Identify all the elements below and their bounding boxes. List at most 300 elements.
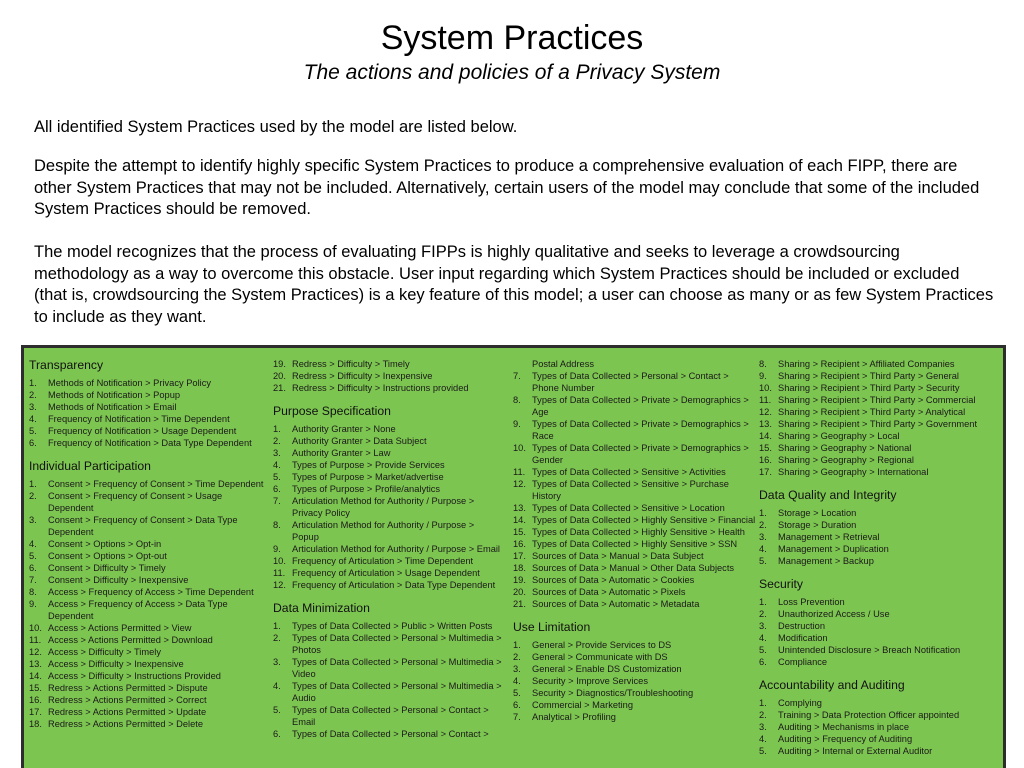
list-item	[273, 555, 503, 567]
list-item	[29, 634, 269, 646]
list-item-text: Redress > Actions Permitted > Update	[48, 707, 207, 717]
list-item	[759, 454, 1004, 466]
list-item-text: Types of Data Collected > Highly Sensitive > SSN	[532, 539, 738, 549]
list-item-number: 1.	[273, 621, 281, 631]
list-item-text: Loss Prevention	[778, 597, 845, 607]
list-item-number: 6.	[29, 563, 37, 573]
list-item	[29, 377, 269, 389]
use-limitation-list	[513, 639, 758, 723]
list-item	[513, 514, 758, 526]
list-item-number: 4.	[759, 544, 767, 554]
section-heading-data-minimization: Data Minimization	[273, 601, 370, 615]
list-item-number: 13.	[29, 659, 42, 669]
list-item-number: 3.	[29, 402, 37, 412]
list-item	[513, 478, 758, 502]
list-item-text: Methods of Notification > Popup	[48, 390, 181, 400]
list-item-text: Types of Purpose > Profile/analytics	[292, 484, 441, 494]
list-item-text: Articulation Method for Authority / Purpose > Popup	[292, 520, 475, 542]
list-item-number: 15.	[29, 683, 42, 693]
section-heading-individual-participation: Individual Participation	[29, 459, 151, 473]
list-item	[759, 644, 1004, 656]
list-item	[29, 646, 269, 658]
list-item-number: 12.	[273, 580, 286, 590]
list-item-text: Types of Data Collected > Public > Written Posts	[292, 621, 493, 631]
list-item-number: 5.	[29, 426, 37, 436]
list-item-number: 7.	[513, 712, 521, 722]
list-item	[273, 495, 503, 519]
list-item	[29, 550, 269, 562]
list-item-text: Authority Granter > Data Subject	[292, 436, 427, 446]
list-item-text: Destruction	[778, 621, 826, 631]
list-item-text: Management > Backup	[778, 556, 874, 566]
list-item	[513, 418, 758, 442]
list-item-number: 7.	[513, 371, 521, 381]
list-item	[29, 706, 269, 718]
list-item-number: 19.	[513, 575, 526, 585]
list-item-number: 11.	[513, 467, 526, 477]
list-item-number: 10.	[29, 623, 42, 633]
list-item-text: Security > Improve Services	[532, 676, 648, 686]
list-item	[759, 531, 1004, 543]
list-item	[29, 670, 269, 682]
list-item	[29, 490, 269, 514]
use-limitation-list-cont	[759, 358, 1004, 478]
list-item-number: 8.	[513, 395, 521, 405]
list-item	[29, 694, 269, 706]
list-item-number: 5.	[759, 645, 767, 655]
list-item	[273, 656, 503, 680]
list-item-number: 8.	[29, 587, 37, 597]
section-heading-accountability: Accountability and Auditing	[759, 678, 905, 692]
list-item	[273, 358, 503, 370]
list-item-text: Frequency of Articulation > Time Dependent	[292, 556, 474, 566]
list-item-number: 13.	[513, 503, 526, 513]
list-item	[29, 401, 269, 413]
list-item-text: Sharing > Geography > International	[778, 467, 929, 477]
list-item	[273, 704, 503, 728]
list-item-text: Compliance	[778, 657, 828, 667]
list-item-number: 6.	[29, 438, 37, 448]
page-title: System Practices	[380, 19, 644, 57]
list-item-text: Redress > Difficulty > Inexpensive	[292, 371, 433, 381]
list-item	[513, 651, 758, 663]
list-item-text: General > Provide Services to DS	[532, 640, 672, 650]
list-item-number: 12.	[29, 647, 42, 657]
list-item	[273, 459, 503, 471]
list-item-number: 3.	[759, 621, 767, 631]
list-item-number: 2.	[29, 491, 37, 501]
column-4	[759, 358, 1004, 757]
practices-panel	[21, 345, 1006, 768]
list-item-text: Consent > Frequency of Consent > Usage Dependent	[48, 491, 223, 513]
list-item-text: Access > Frequency of Access > Data Type Dependent	[48, 599, 228, 621]
list-item-text: Sources of Data > Automatic > Metadata	[532, 599, 700, 609]
column-2	[273, 358, 503, 740]
list-item-number: 10.	[273, 556, 286, 566]
list-item-number: 4.	[759, 633, 767, 643]
list-item-number: 5.	[513, 688, 521, 698]
list-item	[513, 574, 758, 586]
list-item-text: Access > Actions Permitted > Download	[48, 635, 213, 645]
list-item-number: 8.	[759, 359, 767, 369]
list-item-number: 2.	[29, 390, 37, 400]
list-item-number: 14.	[29, 671, 42, 681]
list-item-number: 6.	[273, 729, 281, 739]
individual-participation-list-cont	[273, 358, 503, 394]
list-item-text: Management > Duplication	[778, 544, 889, 554]
list-item-text: Consent > Frequency of Consent > Data Type Dependent	[48, 515, 238, 537]
list-item	[29, 514, 269, 538]
section-heading-security: Security	[759, 577, 804, 591]
list-item	[759, 656, 1004, 668]
list-item-number: 4.	[29, 414, 37, 424]
list-item-text: Access > Difficulty > Inexpensive	[48, 659, 184, 669]
list-item-number: 9.	[273, 544, 281, 554]
list-item-text: Frequency of Notification > Data Type Dependent	[48, 438, 252, 448]
list-item-text: Auditing > Frequency of Auditing	[778, 734, 913, 744]
list-item	[759, 394, 1004, 406]
list-item-text: Access > Actions Permitted > View	[48, 623, 192, 633]
list-item-number: 1.	[29, 479, 37, 489]
list-item-number: 16.	[759, 455, 772, 465]
list-item-text: Management > Retrieval	[778, 532, 880, 542]
list-item-number: 3.	[273, 448, 281, 458]
list-item-text: Consent > Options > Opt-out	[48, 551, 167, 561]
list-item-text: Sharing > Recipient > Third Party > Government	[778, 419, 978, 429]
list-item-text: Redress > Actions Permitted > Delete	[48, 719, 204, 729]
list-item-number: 15.	[513, 527, 526, 537]
list-item	[29, 562, 269, 574]
list-item	[273, 471, 503, 483]
list-item-number: 3.	[759, 532, 767, 542]
list-item-number: 2.	[273, 436, 281, 446]
list-item-number: 14.	[759, 431, 772, 441]
list-item-number: 12.	[513, 479, 526, 489]
list-item-number: 6.	[273, 484, 281, 494]
list-item	[513, 699, 758, 711]
list-item-number: 1.	[273, 424, 281, 434]
list-item	[273, 680, 503, 704]
list-item-number: 11.	[273, 568, 286, 578]
list-item	[513, 663, 758, 675]
list-item-number: 21.	[273, 383, 286, 393]
list-item	[513, 538, 758, 550]
list-item-number: 9.	[513, 419, 521, 429]
list-item-text: Types of Data Collected > Personal > Contact >	[292, 729, 489, 739]
list-item-text: General > Communicate with DS	[532, 652, 668, 662]
list-item-number: 17.	[513, 551, 526, 561]
section-heading-data-quality: Data Quality and Integrity	[759, 488, 897, 502]
list-item-text: Sources of Data > Automatic > Pixels	[532, 587, 686, 597]
individual-participation-list	[29, 478, 269, 730]
list-item-number: 4.	[273, 681, 281, 691]
list-item-number: 17.	[29, 707, 42, 717]
list-item	[29, 425, 269, 437]
list-item-number: 11.	[759, 395, 772, 405]
list-item-number: 4.	[759, 734, 767, 744]
list-item	[513, 639, 758, 651]
list-item-text: Types of Purpose > Market/advertise	[292, 472, 444, 482]
list-item-text: Sharing > Recipient > Third Party > Analytical	[778, 407, 966, 417]
list-item-number: 2.	[759, 520, 767, 530]
list-item-text: Complying	[778, 698, 822, 708]
list-item-text: Analytical > Profiling	[532, 712, 616, 722]
list-item	[273, 632, 503, 656]
list-item-text: Auditing > Mechanisms in place	[778, 722, 910, 732]
list-item-text: Types of Data Collected > Personal > Multimedia > Video	[292, 657, 502, 679]
list-item-text: Storage > Location	[778, 508, 857, 518]
list-item-text: Frequency of Notification > Time Dependent	[48, 414, 230, 424]
list-item	[513, 526, 758, 538]
list-item-text: Commercial > Marketing	[532, 700, 634, 710]
list-item	[273, 519, 503, 543]
list-item-number: 5.	[273, 472, 281, 482]
list-item	[273, 728, 503, 740]
list-item	[29, 437, 269, 449]
list-item-number: 18.	[29, 719, 42, 729]
list-item-text: Frequency of Articulation > Usage Dependent	[292, 568, 480, 578]
list-item-text: Sharing > Recipient > Third Party > Commercial	[778, 395, 976, 405]
list-item	[513, 502, 758, 514]
list-item-number: 5.	[29, 551, 37, 561]
list-item-number: 4.	[29, 539, 37, 549]
list-item-number: 5.	[759, 746, 767, 756]
list-item	[759, 442, 1004, 454]
list-item-text: Access > Frequency of Access > Time Dependent	[48, 587, 254, 597]
list-item	[29, 586, 269, 598]
list-item	[29, 538, 269, 550]
column-3	[513, 358, 758, 723]
list-item-number: 12.	[759, 407, 772, 417]
list-item	[513, 550, 758, 562]
list-item-text: Access > Difficulty > Instructions Provided	[48, 671, 221, 681]
crowdsourcing-paragraph: The model recognizes that the process of evaluating FIPPs is highly qualitative and seeks to leverage a crowdsourcing methodology as a way to overcome this obstacle. User input regarding which System Practices should be included or excluded (that is, crowdsourcing the System Practices) is a key feature of this model; a user can choose as many or as few System Practices to include as they want.	[34, 243, 994, 326]
list-item-text: Authority Granter > Law	[292, 448, 391, 458]
list-item-text: Redress > Actions Permitted > Correct	[48, 695, 207, 705]
list-item-number: 19.	[273, 359, 286, 369]
list-item-number: 1.	[759, 698, 767, 708]
list-item-text: Types of Data Collected > Private > Demographics > Gender	[532, 443, 749, 465]
list-item-text: Frequency of Notification > Usage Dependent	[48, 426, 237, 436]
list-item-text: Sources of Data > Manual > Data Subject	[532, 551, 704, 561]
intro-paragraph: All identified System Practices used by the model are listed below.	[34, 118, 518, 136]
list-item-number: 9.	[759, 371, 767, 381]
list-item-text: Consent > Difficulty > Inexpensive	[48, 575, 189, 585]
list-item	[513, 562, 758, 574]
list-item-text: Methods of Notification > Privacy Policy	[48, 378, 212, 388]
list-item-number: 20.	[513, 587, 526, 597]
list-item	[513, 394, 758, 418]
accountability-list	[759, 697, 1004, 757]
list-item-number: 3.	[29, 515, 37, 525]
list-item-number: 7.	[273, 496, 281, 506]
list-item	[759, 555, 1004, 567]
list-item	[759, 519, 1004, 531]
list-item-text: Consent > Frequency of Consent > Time Dependent	[48, 479, 264, 489]
list-item-number: 3.	[273, 657, 281, 667]
list-item-number: 1.	[759, 597, 767, 607]
list-item	[759, 382, 1004, 394]
list-item-number: 3.	[759, 722, 767, 732]
list-item	[273, 447, 503, 459]
list-item	[273, 423, 503, 435]
list-item	[273, 579, 503, 591]
list-item-text: Types of Data Collected > Sensitive > Location	[532, 503, 725, 513]
list-item	[759, 358, 1004, 370]
list-item	[273, 620, 503, 632]
list-item-number: 7.	[29, 575, 37, 585]
list-item-number: 17.	[759, 467, 772, 477]
list-item-text: Types of Purpose > Provide Services	[292, 460, 445, 470]
list-item-number: 6.	[513, 700, 521, 710]
list-item	[513, 586, 758, 598]
list-item-text: Types of Data Collected > Private > Demographics > Age	[532, 395, 749, 417]
list-item	[759, 733, 1004, 745]
list-item	[759, 406, 1004, 418]
list-item	[759, 370, 1004, 382]
list-item-text: Redress > Difficulty > Instructions provided	[292, 383, 469, 393]
transparency-list	[29, 377, 269, 449]
list-item-number: 10.	[759, 383, 772, 393]
data-quality-list	[759, 507, 1004, 567]
list-item-number: 4.	[273, 460, 281, 470]
list-item	[759, 466, 1004, 478]
list-item-text: Unauthorized Access / Use	[778, 609, 890, 619]
list-item	[273, 543, 503, 555]
list-item-number: 10.	[513, 443, 526, 453]
list-item-text: Consent > Options > Opt-in	[48, 539, 162, 549]
list-item-number: 2.	[759, 609, 767, 619]
list-item-number: 13.	[759, 419, 772, 429]
list-item-number: 3.	[513, 664, 521, 674]
list-item-text: Types of Data Collected > Personal > Contact > Phone Number	[532, 371, 729, 393]
list-item-number: 4.	[513, 676, 521, 686]
list-item	[273, 483, 503, 495]
list-item-number: 9.	[29, 599, 37, 609]
list-item-number: 5.	[759, 556, 767, 566]
list-item-text: General > Enable DS Customization	[532, 664, 682, 674]
list-item-number: 11.	[29, 635, 42, 645]
list-item-text: Types of Data Collected > Private > Demographics > Race	[532, 419, 749, 441]
list-item-number: 6.	[759, 657, 767, 667]
list-item-text: Frequency of Articulation > Data Type Dependent	[292, 580, 496, 590]
list-item-text: Sharing > Geography > National	[778, 443, 912, 453]
list-item-text: Sharing > Recipient > Affiliated Companies	[778, 359, 955, 369]
section-heading-transparency: Transparency	[29, 358, 104, 372]
list-item-text: Articulation Method for Authority / Purpose > Email	[292, 544, 500, 554]
list-item-text: Security > Diagnostics/Troubleshooting	[532, 688, 694, 698]
list-item-continuation: Postal Address	[532, 359, 595, 369]
list-item	[513, 711, 758, 723]
list-item	[513, 466, 758, 478]
list-item	[759, 596, 1004, 608]
list-item-text: Types of Data Collected > Personal > Multimedia > Photos	[292, 633, 502, 655]
list-item-number: 16.	[29, 695, 42, 705]
list-item-number: 5.	[273, 705, 281, 715]
list-item	[273, 382, 503, 394]
security-list	[759, 596, 1004, 668]
list-item-number: 2.	[513, 652, 521, 662]
list-item	[273, 370, 503, 382]
list-item-text: Sources of Data > Automatic > Cookies	[532, 575, 695, 585]
list-item	[759, 709, 1004, 721]
list-item-text: Types of Data Collected > Highly Sensitive > Financial	[532, 515, 756, 525]
list-item-number: 2.	[273, 633, 281, 643]
list-item-text: Sharing > Geography > Regional	[778, 455, 914, 465]
list-item-text: Types of Data Collected > Personal > Multimedia > Audio	[292, 681, 502, 703]
list-item	[759, 430, 1004, 442]
list-item-text: Redress > Actions Permitted > Dispute	[48, 683, 208, 693]
list-item-number: 1.	[29, 378, 37, 388]
list-item	[29, 574, 269, 586]
list-item-number: 2.	[759, 710, 767, 720]
list-item-text: Consent > Difficulty > Timely	[48, 563, 166, 573]
section-heading-use-limitation: Use Limitation	[513, 620, 591, 634]
list-item-text: Redress > Difficulty > Timely	[292, 359, 410, 369]
list-item	[759, 697, 1004, 709]
list-item	[29, 478, 269, 490]
list-item-text: Modification	[778, 633, 828, 643]
list-item	[759, 745, 1004, 757]
list-item-text: Sharing > Recipient > Third Party > General	[778, 371, 959, 381]
list-item	[29, 598, 269, 622]
list-item-number: 16.	[513, 539, 526, 549]
list-item	[29, 682, 269, 694]
list-item-text: Sources of Data > Manual > Other Data Subjects	[532, 563, 735, 573]
list-item-text: Training > Data Protection Officer appointed	[778, 710, 960, 720]
list-item-number: 1.	[513, 640, 521, 650]
list-item	[759, 608, 1004, 620]
data-minimization-list	[273, 620, 503, 740]
list-item-number: 8.	[273, 520, 281, 530]
list-item	[759, 507, 1004, 519]
list-item-text: Storage > Duration	[778, 520, 857, 530]
list-item	[513, 598, 758, 610]
list-item	[759, 543, 1004, 555]
list-item	[29, 658, 269, 670]
list-item	[513, 675, 758, 687]
list-item	[273, 567, 503, 579]
caveat-paragraph: Despite the attempt to identify highly specific System Practices to produce a comprehensive evaluation of each FIPP, there are other System Practices that may not be included. Alternatively, certain users of the model may conclude that some of the included System Practices should be removed.	[34, 157, 980, 218]
list-item	[513, 442, 758, 466]
list-item	[759, 620, 1004, 632]
list-item	[759, 632, 1004, 644]
list-item-number: 18.	[513, 563, 526, 573]
list-item-text: Auditing > Internal or External Auditor	[778, 746, 933, 756]
column-1	[29, 358, 269, 730]
list-item	[29, 622, 269, 634]
list-item-number: 1.	[759, 508, 767, 518]
list-item-number: 20.	[273, 371, 286, 381]
list-item-text: Methods of Notification > Email	[48, 402, 177, 412]
list-item-text: Authority Granter > None	[292, 424, 396, 434]
list-item-number: 14.	[513, 515, 526, 525]
list-item-text: Types of Data Collected > Sensitive > Activities	[532, 467, 726, 477]
list-item-text: Types of Data Collected > Sensitive > Purchase History	[532, 479, 729, 501]
list-item	[759, 418, 1004, 430]
list-item	[273, 435, 503, 447]
list-item	[759, 721, 1004, 733]
list-item-text: Sharing > Geography > Local	[778, 431, 900, 441]
list-item-text: Unintended Disclosure > Breach Notification	[778, 645, 961, 655]
list-item-number: 21.	[513, 599, 526, 609]
purpose-specification-list	[273, 423, 503, 591]
list-item	[513, 370, 758, 394]
list-item	[29, 389, 269, 401]
list-item-text: Articulation Method for Authority / Purpose > Privacy Policy	[292, 496, 475, 518]
page-subtitle: The actions and policies of a Privacy System	[303, 61, 721, 84]
list-item-text: Types of Data Collected > Personal > Contact > Email	[292, 705, 489, 727]
